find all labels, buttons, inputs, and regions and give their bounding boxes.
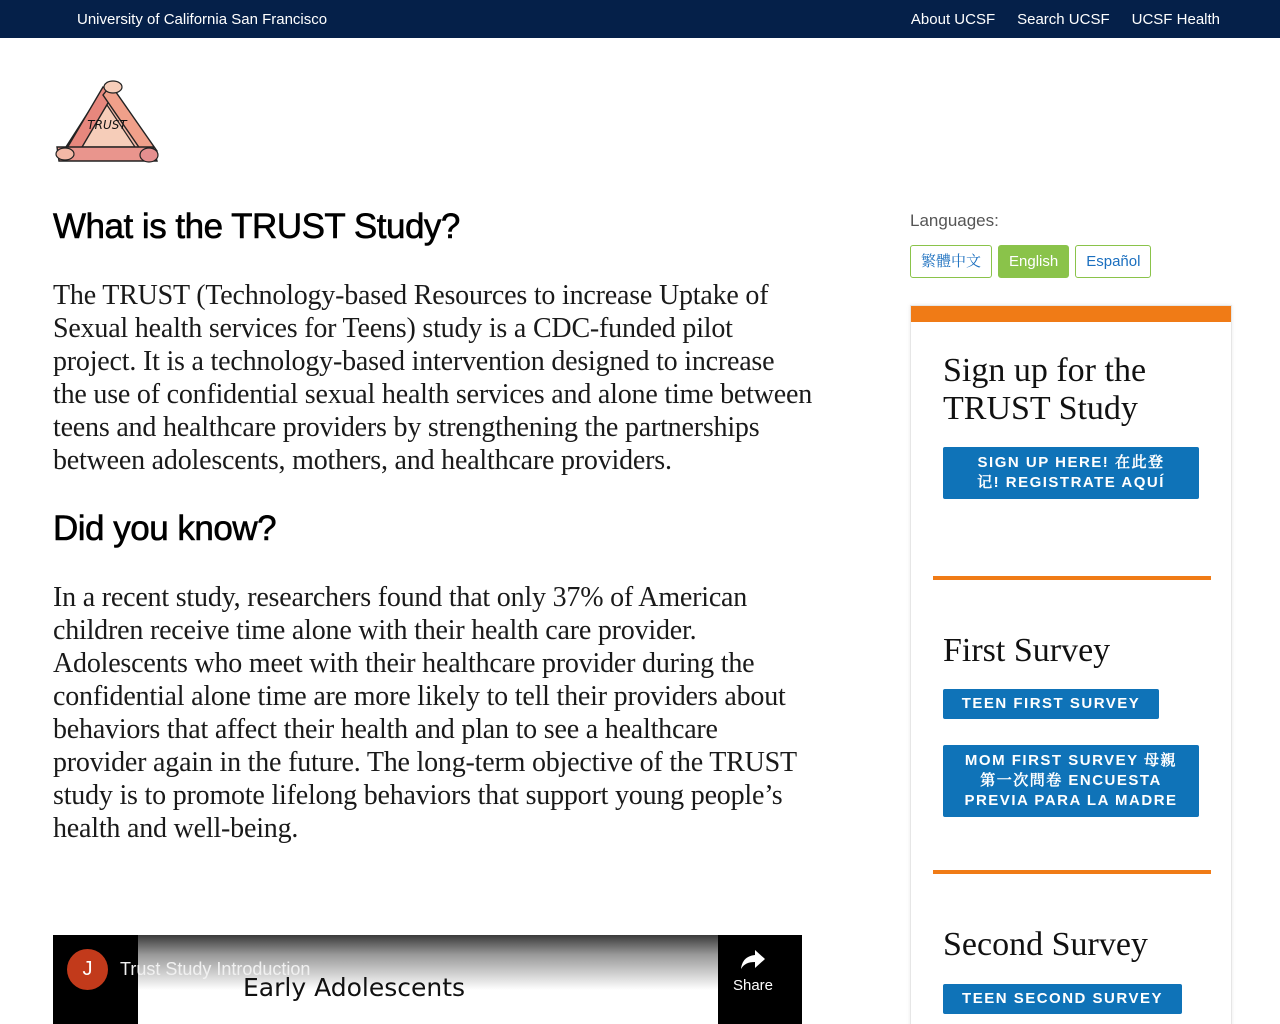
video-share-button[interactable] [732, 949, 774, 994]
heading-did-you-know: Did you know? [53, 509, 277, 548]
heading-what-is-trust: What is the TRUST Study? [53, 207, 460, 246]
language-switcher [910, 245, 1151, 278]
ucsf-home-link[interactable]: University of California San Francisco [77, 11, 328, 28]
paragraph-intro: The TRUST (Technology-based Resources to increase Uptake of Sexual health services for Teens) study is a CDC-funded pilot project. It is a technology-based intervention designed to increase the use of confidential sexual health services and alone time between teens and healthcare providers by strengthening the partnerships between adolescents, mothers, and healthcare providers. [53, 280, 813, 476]
nav-search-ucsf[interactable]: Search UCSF [1017, 11, 1110, 28]
trust-logo[interactable] [53, 77, 161, 165]
lang-button-english[interactable]: English [998, 245, 1069, 278]
lang-button-spanish[interactable]: Español [1075, 245, 1151, 278]
signup-title: Sign up for the TRUST Study [943, 352, 1147, 427]
video-title[interactable]: Trust Study Introduction [120, 959, 311, 979]
card-divider-1 [933, 576, 1211, 580]
first-survey-title: First Survey [943, 632, 1111, 669]
card-divider-2 [933, 870, 1211, 874]
second-survey-title: Second Survey [943, 926, 1148, 963]
mom-first-survey-button[interactable]: MOM FIRST SURVEY 母親第一次問卷 ENCUESTA PREVIA PARA LA MADRE [943, 745, 1199, 817]
signup-card [910, 305, 1232, 1024]
lang-button-chinese[interactable]: 繁體中文 [910, 245, 992, 278]
top-nav [911, 11, 1220, 28]
main-content [53, 205, 813, 845]
teen-second-survey-button[interactable]: TEEN SECOND SURVEY [943, 984, 1182, 1014]
teen-first-survey-button[interactable]: TEEN FIRST SURVEY [943, 689, 1159, 719]
card-top-accent [911, 306, 1231, 322]
video-embed[interactable] [53, 935, 802, 1024]
top-bar [0, 0, 1280, 38]
channel-avatar[interactable]: J [67, 949, 108, 990]
video-frame-text: Early Adolescents [243, 973, 466, 1002]
share-label: Share [732, 977, 774, 994]
svg-text:TRUST: TRUST [87, 118, 127, 132]
nav-ucsf-health[interactable]: UCSF Health [1131, 11, 1220, 28]
nav-about-ucsf[interactable]: About UCSF [910, 11, 996, 28]
languages-label: Languages: [910, 211, 999, 230]
share-icon [740, 949, 766, 971]
paragraph-did-you-know: In a recent study, researchers found that only 37% of American children receive time alone with their health care provider. Adolescents who meet with their healthcare provider during the confidential alone time are more likely to tell their providers about behaviors that affect their health and plan to see a healthcare provider again in the future. The long-term objective of the TRUST study is to promote lifelong behaviors that support young people’s health and well-being. [53, 582, 797, 844]
signup-button[interactable]: SIGN UP HERE! 在此登记! REGISTRATE AQUÍ [943, 447, 1199, 499]
trust-logo-icon [53, 77, 161, 165]
